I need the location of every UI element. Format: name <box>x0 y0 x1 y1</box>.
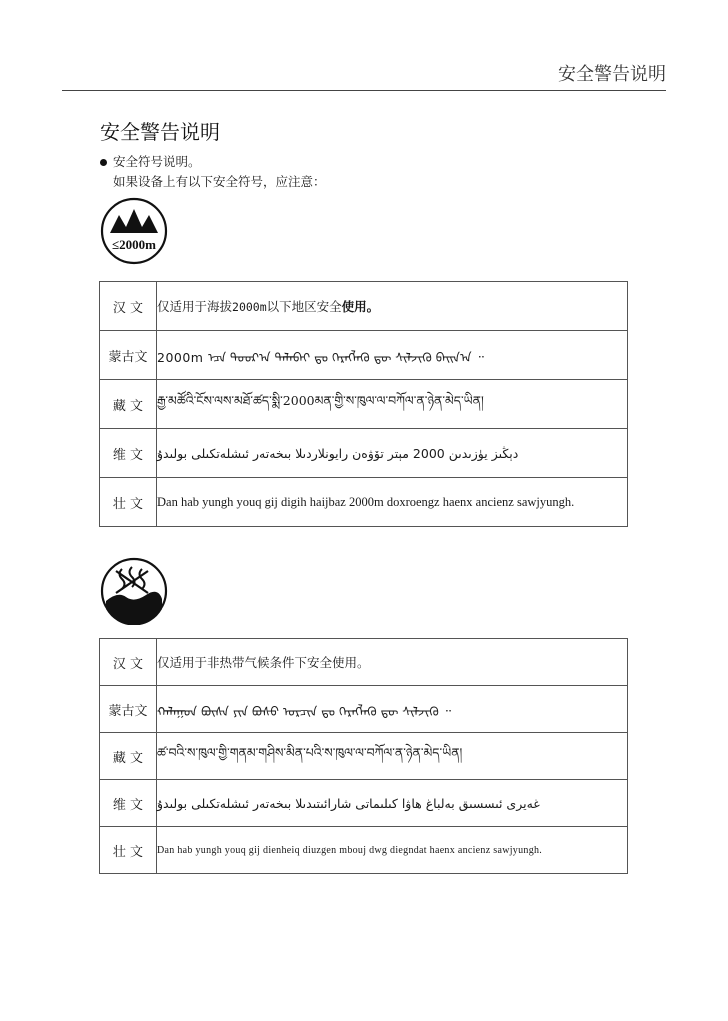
bullet-dot-icon <box>100 159 107 166</box>
tropical-language-table <box>99 638 628 874</box>
table-row <box>100 639 628 686</box>
lang-label: 维 文 <box>100 780 157 827</box>
lang-label: 壮 文 <box>100 478 157 527</box>
table-row <box>100 827 628 874</box>
instruction-text: 如果设备上有以下安全符号，应注意： <box>113 174 326 189</box>
lang-label: 汉 文 <box>100 639 157 686</box>
lang-label: 蒙古文 <box>100 686 157 733</box>
lang-label: 蒙古文 <box>100 331 157 380</box>
table-row <box>100 478 628 527</box>
lang-label: 藏 文 <box>100 380 157 429</box>
altitude-2000m-icon <box>100 197 168 265</box>
table-row <box>100 686 628 733</box>
mongolian-text: 2000m ᠡᠴᠡ ᠳᠣᠣᠷ᠎ᠠ ᠲᠠᠯᠠᠪᠠᠢ ᠳᠤ ᠬᠡᠷᠡᠭᠯᠡᠬᠦ ᠳᠦ ᠰᠢᠯᠵᠢᠬᠦ ᠪᠠᠢᠨ᠎ᠠ ᠃ <box>157 331 628 380</box>
bullet-text: 安全符号说明。 <box>113 154 201 169</box>
running-header-title: 安全警告说明 <box>558 64 666 85</box>
chinese-text-emphasis: 使用。 <box>341 299 380 314</box>
chinese-text-prefix: 仅适用于海拔 <box>157 299 233 314</box>
uyghur-text: دېڭىز يۈزىدىن 2000 مېتر تۆۋەن رايونلاردىلا بىخەتەر ئىشلەتكىلى بولىدۇ <box>157 429 628 478</box>
zhuang-text: Dan hab yungh youq gij digih haijbaz 2000m doxroengz haenx ancienz sawjyungh. <box>157 478 628 527</box>
tibetan-text: རྒྱ་མཚོའི་ངོས་ལས་མཐོ་ཚད་སྨི་2000མན་གྱི་ས་ཁུལ་ལ་བཀོལ་ན་ཉེན་མེད་ཡིན། <box>157 380 628 429</box>
lang-label: 壮 文 <box>100 827 157 874</box>
chinese-text <box>157 282 628 331</box>
table-row <box>100 733 628 780</box>
header-divider <box>62 90 666 91</box>
chinese-text-mid: 以下地区安全 <box>266 299 342 314</box>
non-tropical-climate-icon <box>100 557 168 625</box>
chinese-text: 仅适用于非热带气候条件下安全使用。 <box>157 639 628 686</box>
intro-block <box>100 152 326 192</box>
altitude-language-table <box>99 281 628 527</box>
page-title: 安全警告说明 <box>100 120 220 144</box>
table-row <box>100 331 628 380</box>
tibetan-text: ཚ་བའི་ས་ཁུལ་གྱི་གནམ་གཤིས་མིན་པའི་ས་ཁུལ་ལ་བཀོལ་ན་ཉེན་མེད་ཡིན། <box>157 733 628 780</box>
lang-label: 藏 文 <box>100 733 157 780</box>
bullet-line <box>100 152 326 172</box>
table-row <box>100 429 628 478</box>
table-row <box>100 282 628 331</box>
lang-label: 维 文 <box>100 429 157 478</box>
uyghur-text: غەيرى ئىسسىق بەلباغ ھاۋا كىلىماتى شارائىتىدىلا بىخەتەر ئىشلەتكىلى بولىدۇ <box>157 780 628 827</box>
table-row <box>100 380 628 429</box>
zhuang-text: Dan hab yungh youq gij dienheiq diuzgen mbouj dwg diegndat haenx ancienz sawjyungh. <box>157 827 628 874</box>
altitude-label: ≤2000m <box>112 237 156 252</box>
table-row <box>100 780 628 827</box>
lang-label: 汉 文 <box>100 282 157 331</box>
mongolian-text: ᠬᠠᠯᠠᠭᠤᠨ ᠪᠦᠰᠡ ᠶᠢᠨ ᠪᠤᠰᠤ ᠤᠷᠴᠢᠨ ᠳᠤ ᠬᠡᠷᠡᠭᠯᠡᠬᠦ ᠳᠦ ᠰᠢᠯᠵᠢᠬᠦ ᠃ <box>157 686 628 733</box>
chinese-text-altitude: 2000m <box>232 300 267 314</box>
